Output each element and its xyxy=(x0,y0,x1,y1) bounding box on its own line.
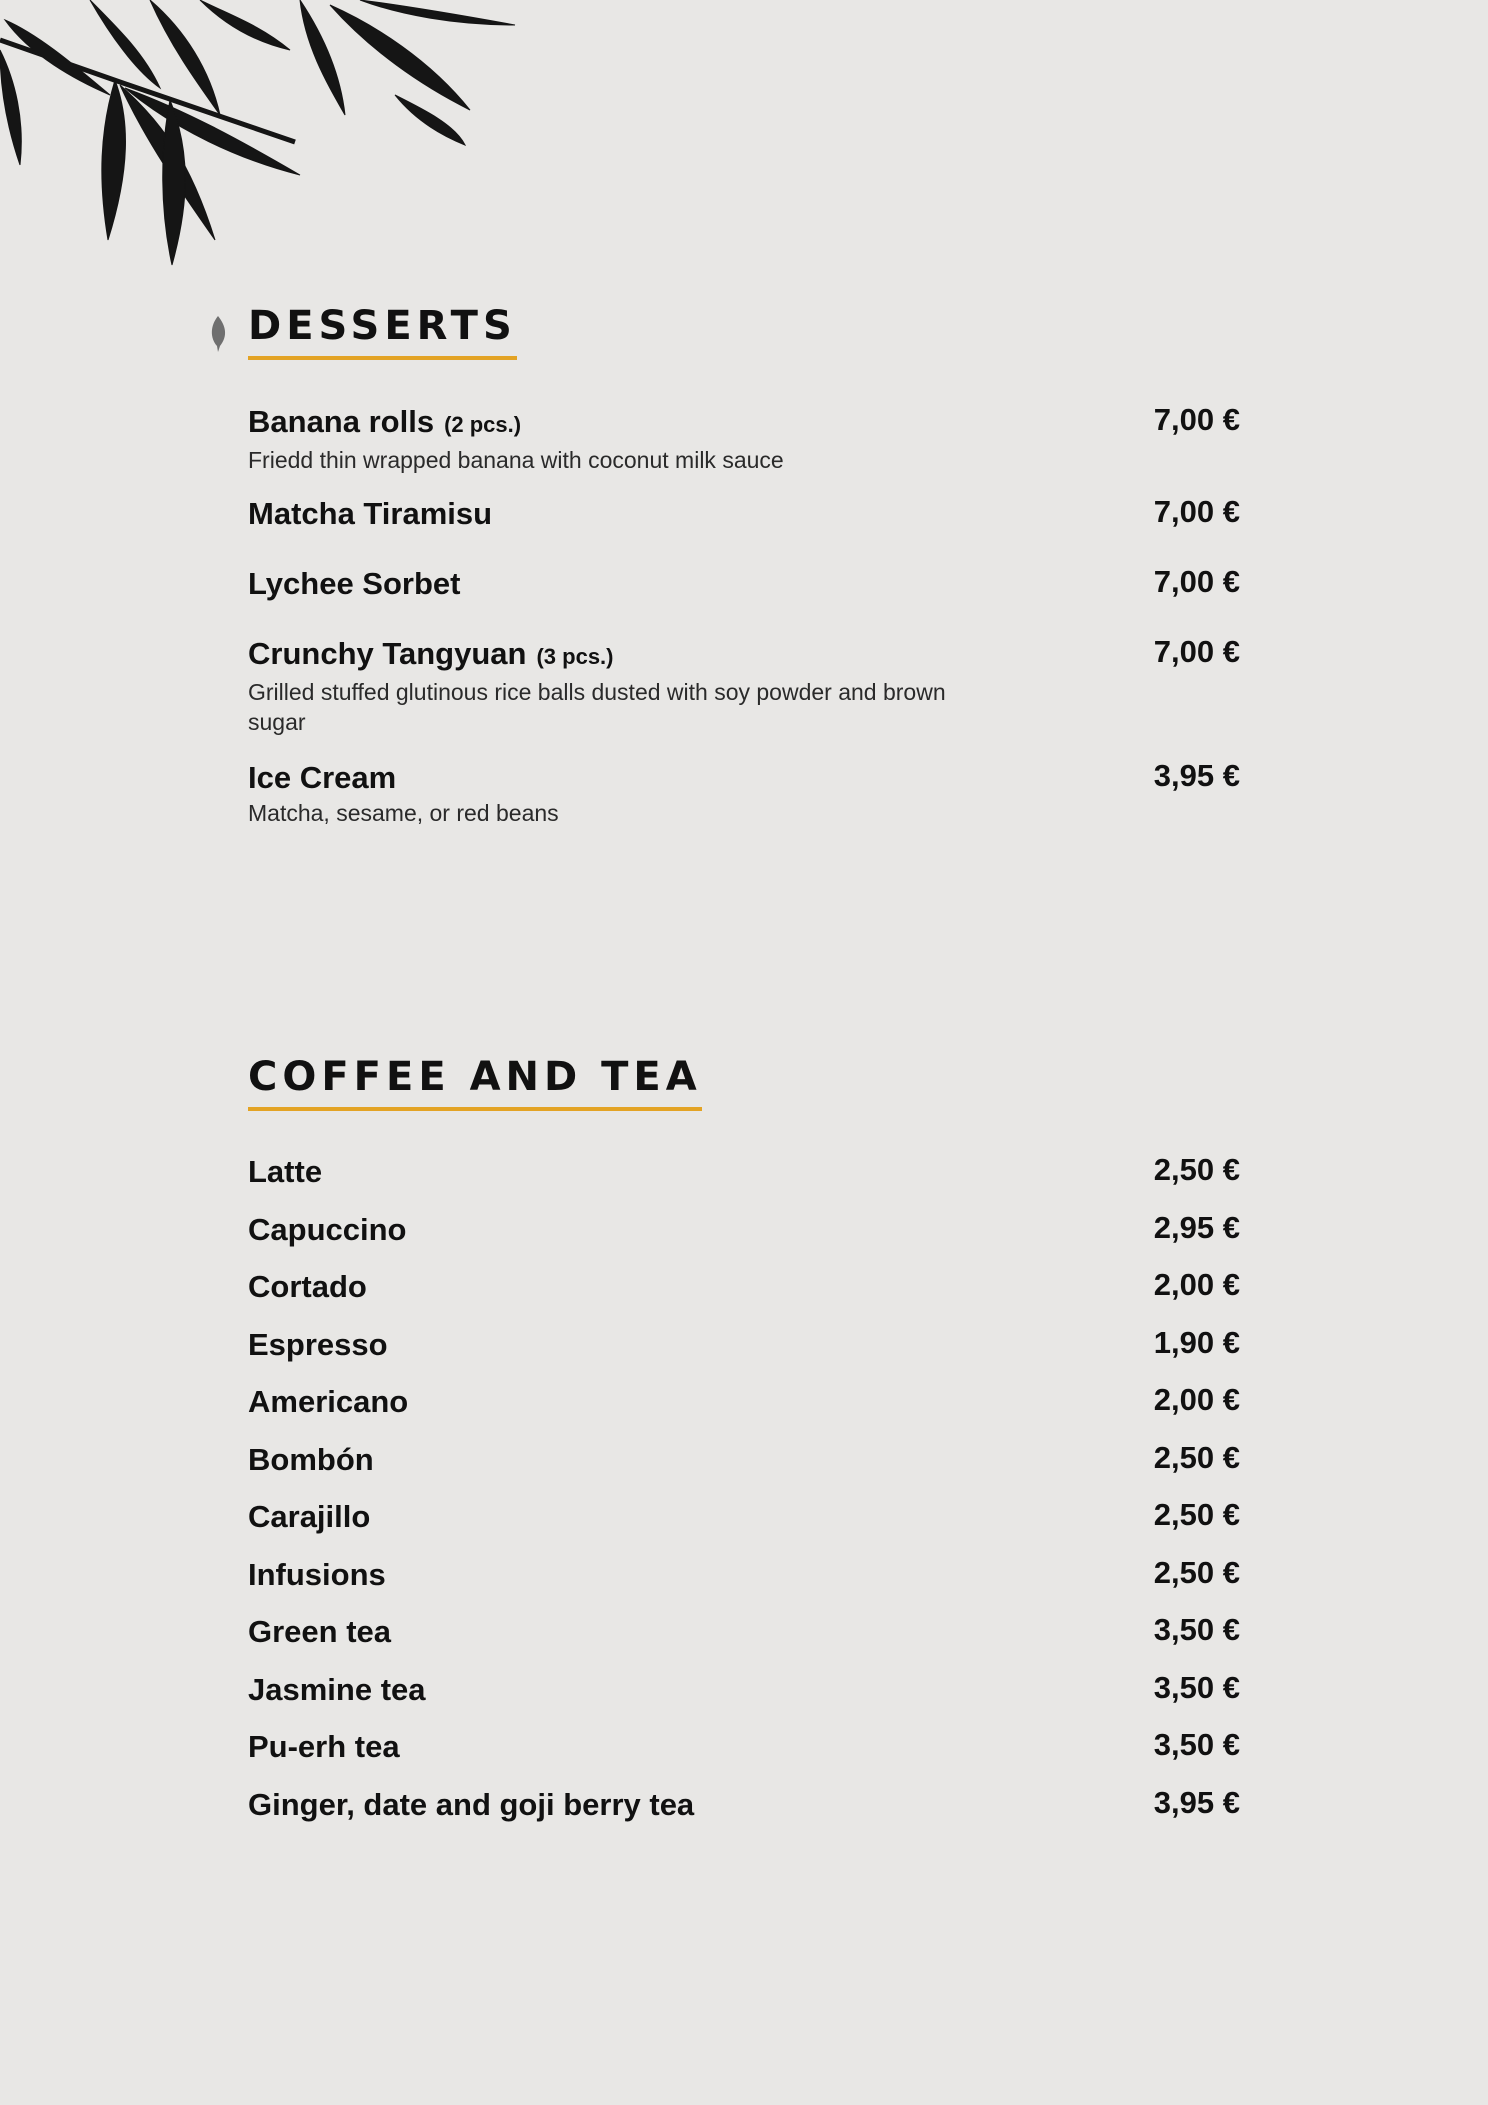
menu-item xyxy=(248,1499,1240,1535)
menu-item xyxy=(248,1269,1240,1305)
menu-item xyxy=(248,760,1240,828)
item-name-text: Banana rolls xyxy=(248,404,435,439)
item-price: 3,95 € xyxy=(1153,1785,1240,1820)
item-name: Jasmine tea xyxy=(248,1672,426,1707)
menu-item xyxy=(248,1672,1240,1708)
item-name: Infusions xyxy=(248,1557,386,1592)
menu-item xyxy=(248,1442,1240,1478)
item-name: Carajillo xyxy=(248,1499,371,1534)
item-price: 2,00 € xyxy=(1153,1382,1240,1417)
item-quantity: (2 pcs.) xyxy=(444,412,522,437)
item-name-text: Crunchy Tangyuan xyxy=(248,636,527,671)
item-description: Friedd thin wrapped banana with coconut milk sauce xyxy=(248,447,784,473)
item-name xyxy=(248,496,1240,532)
item-price: 3,95 € xyxy=(1153,758,1240,793)
leaf-icon xyxy=(208,316,228,352)
item-description: Matcha, sesame, or red beans xyxy=(248,800,559,826)
item-price: 7,00 € xyxy=(1153,634,1240,669)
menu-item xyxy=(248,1384,1240,1420)
menu-item xyxy=(248,1557,1240,1593)
menu-item xyxy=(248,1787,1240,1823)
menu-item xyxy=(248,1327,1240,1363)
item-name: Espresso xyxy=(248,1327,388,1362)
item-name: Green tea xyxy=(248,1614,392,1649)
item-name: Pu-erh tea xyxy=(248,1729,400,1764)
item-price: 2,95 € xyxy=(1153,1210,1240,1245)
bamboo-leaves-illustration xyxy=(0,0,520,270)
item-price: 7,00 € xyxy=(1153,402,1240,437)
menu-item xyxy=(248,496,1240,532)
coffee-tea-title: COFFEE AND TEA xyxy=(248,1057,702,1111)
item-name: Latte xyxy=(248,1154,323,1189)
menu-item xyxy=(248,1154,1240,1190)
item-name-text: Lychee Sorbet xyxy=(248,566,461,601)
item-name-text: Matcha Tiramisu xyxy=(248,496,493,531)
item-name xyxy=(248,636,1240,675)
desserts-title: DESSERTS xyxy=(248,306,517,360)
item-name xyxy=(248,760,1240,796)
item-description: Grilled stuffed glutinous rice balls dusted with soy powder and brown sugar xyxy=(248,679,946,735)
item-name: Cortado xyxy=(248,1269,367,1304)
item-price: 3,50 € xyxy=(1153,1727,1240,1762)
menu-item xyxy=(248,566,1240,602)
menu-item xyxy=(248,1614,1240,1650)
item-name xyxy=(248,566,1240,602)
item-name-text: Ice Cream xyxy=(248,760,397,795)
menu-item xyxy=(248,636,1240,737)
item-price: 7,00 € xyxy=(1153,564,1240,599)
item-price: 3,50 € xyxy=(1153,1612,1240,1647)
item-name: Capuccino xyxy=(248,1212,407,1247)
item-quantity: (3 pcs.) xyxy=(536,644,614,669)
menu-item xyxy=(248,1729,1240,1765)
item-price: 2,50 € xyxy=(1153,1555,1240,1590)
item-price: 2,50 € xyxy=(1153,1440,1240,1475)
item-price: 2,50 € xyxy=(1153,1152,1240,1187)
item-price: 3,50 € xyxy=(1153,1670,1240,1705)
item-name xyxy=(248,404,1240,443)
item-price: 1,90 € xyxy=(1153,1325,1240,1360)
menu-item xyxy=(248,404,1240,475)
item-name: Ginger, date and goji berry tea xyxy=(248,1787,695,1822)
item-price: 2,50 € xyxy=(1153,1497,1240,1532)
item-name: Americano xyxy=(248,1384,409,1419)
menu-item xyxy=(248,1212,1240,1248)
item-price: 2,00 € xyxy=(1153,1267,1240,1302)
item-price: 7,00 € xyxy=(1153,494,1240,529)
item-name: Bombón xyxy=(248,1442,374,1477)
